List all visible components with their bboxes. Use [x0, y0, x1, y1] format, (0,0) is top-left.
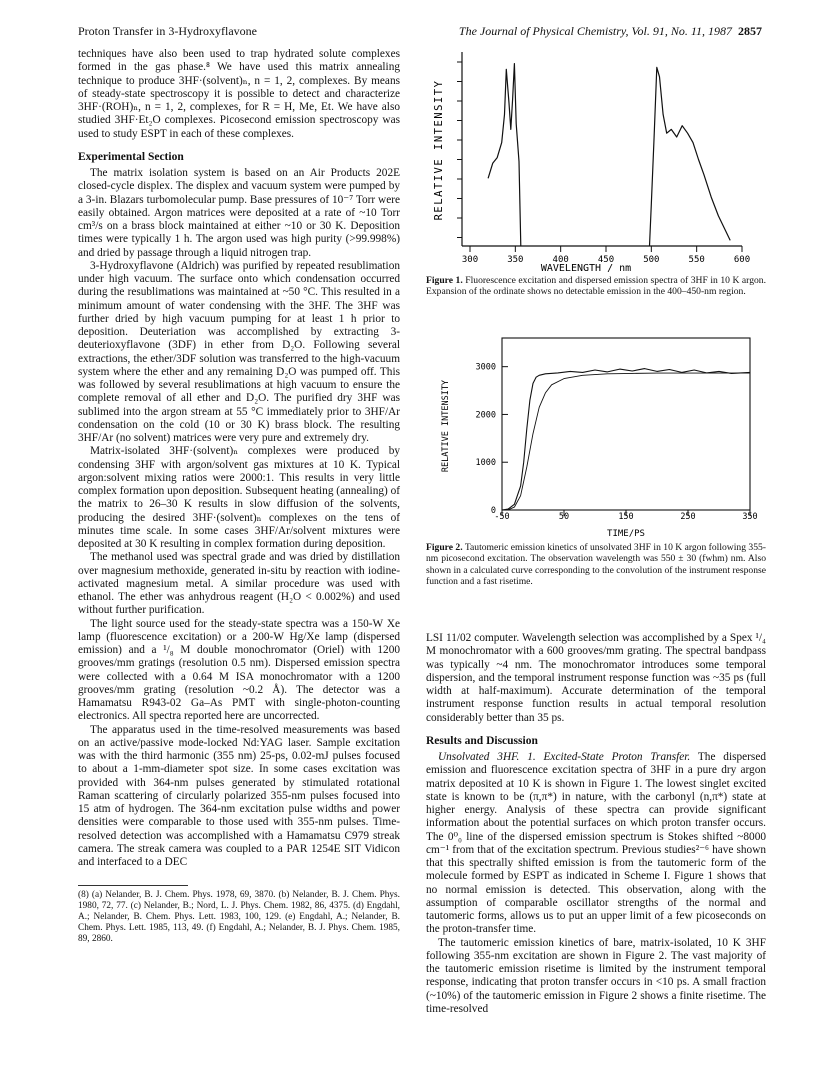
x-tick-label: 600 — [733, 255, 751, 265]
paragraph: 3-Hydroxyflavone (Aldrich) was purified by repeated resublimation under high vacuum. The surface onto which condensation occurred during the resublimations was maintained at ~50 °C. This resulted in a minimum amount of water condensing with the 3HF. The 3HF was further dried by high vacuum pumping for at least 1 h prior to deposition. Deuteriation was accomplished by extracting 3-deuterioxyflavone (3DF) in ether from D₂O. Following several extractions, the ether/3DF solution was transferred to the high-vacuum system where the ether and any remaining D₂O was pumped off. This was followed by several resublimations at high vacuum to ensure the complete removal of all ether and D₂O. The purified dry 3HF was sublimed into the argon stream at 55 °C immediately prior to 3HF/Ar condensation on the cold (10 or 30 K) brass block. The resulting 3HF/Ar (no solvent) matrices were very pure and extremely dry. — [78, 259, 400, 444]
x-tick-label: 350 — [742, 512, 758, 522]
subsection-heading: Unsolvated 3HF. 1. Excited-State Proton Transfer. — [438, 751, 691, 763]
paragraph: The tautomeric emission kinetics of bare, matrix-isolated, 10 K 3HF following 355-nm excitation are shown in Figure 2. The vast majority of the tautomeric emission risetime is limited by the instrument temporal response, indicating that proton transfer occurs in <10 ps. A small fraction (~10%) of the tautomeric emission in Figure 2 shows a finite risetime. The time-resolved — [426, 936, 766, 1015]
figure-2-chart — [426, 336, 766, 538]
figure-1 — [426, 48, 766, 298]
x-tick-label: -50 — [494, 512, 510, 522]
x-axis-label: WAVELENGTH / nm — [540, 263, 632, 273]
x-tick-label: 450 — [597, 255, 615, 265]
page-number: 2857 — [738, 24, 762, 38]
plot-frame — [502, 338, 750, 510]
paragraph-text: The dispersed emission and fluorescence excitation spectra of 3HF in a pure dry argon matrix deposited at 10 K is shown in Figure 1. The lowest singlet excited state is known to be (π,π*) in nature, with the carbonyl (n,π*) state at higher energy. Analysis of these spectra can provide significant information about the potential surfaces on which proton transfer occurs. The 0⁰₀ line of the dispersed emission spectrum is Stokes shifted ~8000 cm⁻¹ from that of the excitation spectrum. Previous studies²⁻⁶ have shown that this spectrally shifted emission is from the tautomeric form of the molecule formed by ESPT as indicated in Scheme I. Figure 1 shows that no normal emission is detected. This observation, along with the assumption of comparable oscillator strengths of the normal and tautomeric forms, allows us to put an upper limit of a few picoseconds on the proton-transfer time. — [426, 751, 766, 936]
kinetics-traces — [502, 369, 750, 510]
excitation-spectrum-line — [488, 64, 521, 246]
x-tick-label: 400 — [552, 255, 569, 265]
x-tick-label: 500 — [643, 255, 660, 265]
running-header-title: Proton Transfer in 3-Hydroxyflavone — [78, 24, 257, 38]
x-tick-label: 150 — [618, 512, 634, 522]
y-tick-label: 1000 — [475, 458, 496, 469]
y-ticks — [476, 363, 508, 516]
figure-1-caption — [426, 275, 766, 298]
x-tick-label: 350 — [507, 255, 524, 265]
measured-kinetics-line — [502, 369, 750, 510]
paragraph: Matrix-isolated 3HF·(solvent)ₙ complexes were produced by condensing 3HF with argon/solvent gas mixtures at 10 K. Typical argon:solvent mixing ratios were 2000:1. This results in very little complex formation upon deposition. Subsequent heating (annealing) of the matrix to 26–30 K results in slow diffusion of the solvents, producing the desired 3HF·(solvent)ₙ complexes on the tens of minutes time scale. In some cases 3HF/Ar/solvent mixtures were deposited at 30 K resulting in complex formation during deposition. — [78, 445, 400, 550]
figure-1-chart — [426, 48, 766, 273]
figure-2-caption — [426, 542, 766, 588]
y-tick-label: 3000 — [475, 362, 496, 373]
y-tick-label: 2000 — [475, 410, 496, 421]
x-tick-label: 250 — [680, 512, 696, 522]
figure-1-label: Figure 1. — [426, 275, 463, 286]
paragraph — [426, 751, 766, 937]
x-axis-label: TIME/PS — [607, 529, 645, 538]
x-tick-label: 50 — [558, 512, 570, 522]
y-axis-label: RELATIVE INTENSITY — [433, 79, 445, 221]
intro-paragraph: techniques have also been used to trap hydrated solute complexes formed in the gas phase.⁸ We have used this matrix annealing technique to produce 3HF·(solvent)ₙ, n = 1, 2, complexes. By means of steady-state spectroscopy it is possible to detect and characterize 3HF·(ROH)ₙ, n = 1, 2, complexes, for R = H, Me, Et. We have also studied 3HF·Et₂O complexes. Picosecond emission spectroscopy was used to study ESPT in each of these complexes. — [78, 48, 400, 140]
paragraph: The light source used for the steady-state spectra was a 150-W Xe lamp (fluorescence excitation) or a 200-W Hg/Xe lamp (dispersed emission) and a ¹/₈ M double monochromator (Oriel) with 1200 grooves/mm gratings (resolution 0.5 nm). Dispersed emission spectra were collected with a 0.64 M ISA monochromator with a 1200 grooves/mm grating (resolution ~0.2 Å). The detector was a Hamamatsu R943-02 Ga–As PMT with single-photon-counting electronics. All spectra reported here are uncorrected. — [78, 617, 400, 723]
x-tick-label: 550 — [688, 255, 705, 265]
figure-2 — [426, 336, 766, 588]
paragraph: The methanol used was spectral grade and was dried by distillation over magnesium methoxide, generated in-situ by reaction with iodine-activated magnesium metal. A similar procedure was used with ethanol. The ether was anhydrous reagent (H₂O < 0.002%) and used without further purification. — [78, 551, 400, 617]
y-tick-marks — [457, 62, 462, 238]
figure-2-caption-text: Tautomeric emission kinetics of unsolvated 3HF in 10 K argon following 355-nm picosecond excitation. The observation wavelength was 550 ± 30 (fwhm) nm. Also shown in a calculated curve corresponding to the convolution of the instrument response function and a fast risetime. — [426, 542, 766, 588]
right-column — [426, 632, 766, 1016]
section-heading-results: Results and Discussion — [426, 734, 538, 747]
figure-2-label: Figure 2. — [426, 542, 463, 553]
paragraph: LSI 11/02 computer. Wavelength selection was accomplished by a Spex ¹/₄ M monochromator with a 600 grooves/mm grating. The spectral bandpass was typically ~4 nm. The monochromator introduces some temporal dispersion, and the temporal instrument response function was ~35 ps (full width at half-maximum). Accurate determination of the temporal instrument response function results in actual temporal resolution considerably better than 35 ps. — [426, 632, 766, 724]
paragraph: The apparatus used in the time-resolved measurements was based on an active/passive mode-locked Nd:YAG laser. Sample excitation was with the third harmonic (355 nm) 25-ps, 0.02-mJ pulses focused to about a 1-mm-diameter spot size. In some cases excitation was provided with 364-nm pulses generated by stimulated rotational Raman scattering of circularly polarized 355-nm pulses focused into 15 atm of hydrogen. The 364-nm excitation pulse widths and power densities were comparable to those used with 355-nm pulses. Time-resolved detection was accomplished with a Hamamatsu C979 streak camera. The streak camera was coupled to a PAR 1254E SIT Vidicon and interfaced to a DEC — [78, 723, 400, 868]
x-tick-label: 300 — [461, 255, 479, 265]
journal-citation: The Journal of Physical Chemistry, Vol. 91, No. 11, 1987 — [458, 24, 732, 38]
y-axis-label: RELATIVE INTENSITY — [441, 379, 451, 473]
y-tick-label: 0 — [490, 506, 496, 516]
emission-spectrum-line — [650, 67, 731, 246]
left-column — [78, 48, 400, 945]
figure-1-caption-text: Fluorescence excitation and dispersed emission spectra of 3HF in 10 K argon. Expansion of the ordinate shows no detectable emission in the 400–450-nm region. — [426, 275, 766, 298]
calculated-fit-line — [502, 373, 750, 510]
paragraph: The matrix isolation system is based on an Air Products 202E closed-cycle displex. The displex and vacuum system were pumped by a 3-in. Blazars turbomolecular pump. Base pressures of 10⁻⁷ Torr were easily obtained. Argon matrices were deposited at a rate of ~10 Torr cm³/s on a brass block maintained at either ~10 or 30 K. Deposition times were typically 1 h. The argon used was high purity (>99.998%) and dried by passage through a liquid nitrogen trap. — [78, 167, 400, 259]
running-header-journal — [459, 24, 762, 39]
footnote: (8) (a) Nelander, B. J. Chem. Phys. 1978, 69, 3870. (b) Nelander, B. J. Chem. Phys. 1980, 72, 77. (c) Nelander, B.; Nord, L. J. Phys. Chem. 1982, 86, 4375. (d) Engdahl, A.; Nelander, B. Chem. Phys. Lett. 1983, 100, 129. (e) Engdahl, A.; Nelander, B. Chem. Phys. Lett. 1985, 113, 49. (f) Engdahl, A.; Nelander, B. J. Phys. Chem. 1985, 89, 2860. — [78, 890, 400, 945]
footnote-rule — [78, 885, 188, 886]
x-ticks — [494, 510, 757, 522]
spectra-traces — [488, 64, 730, 246]
section-heading-experimental: Experimental Section — [78, 150, 184, 163]
